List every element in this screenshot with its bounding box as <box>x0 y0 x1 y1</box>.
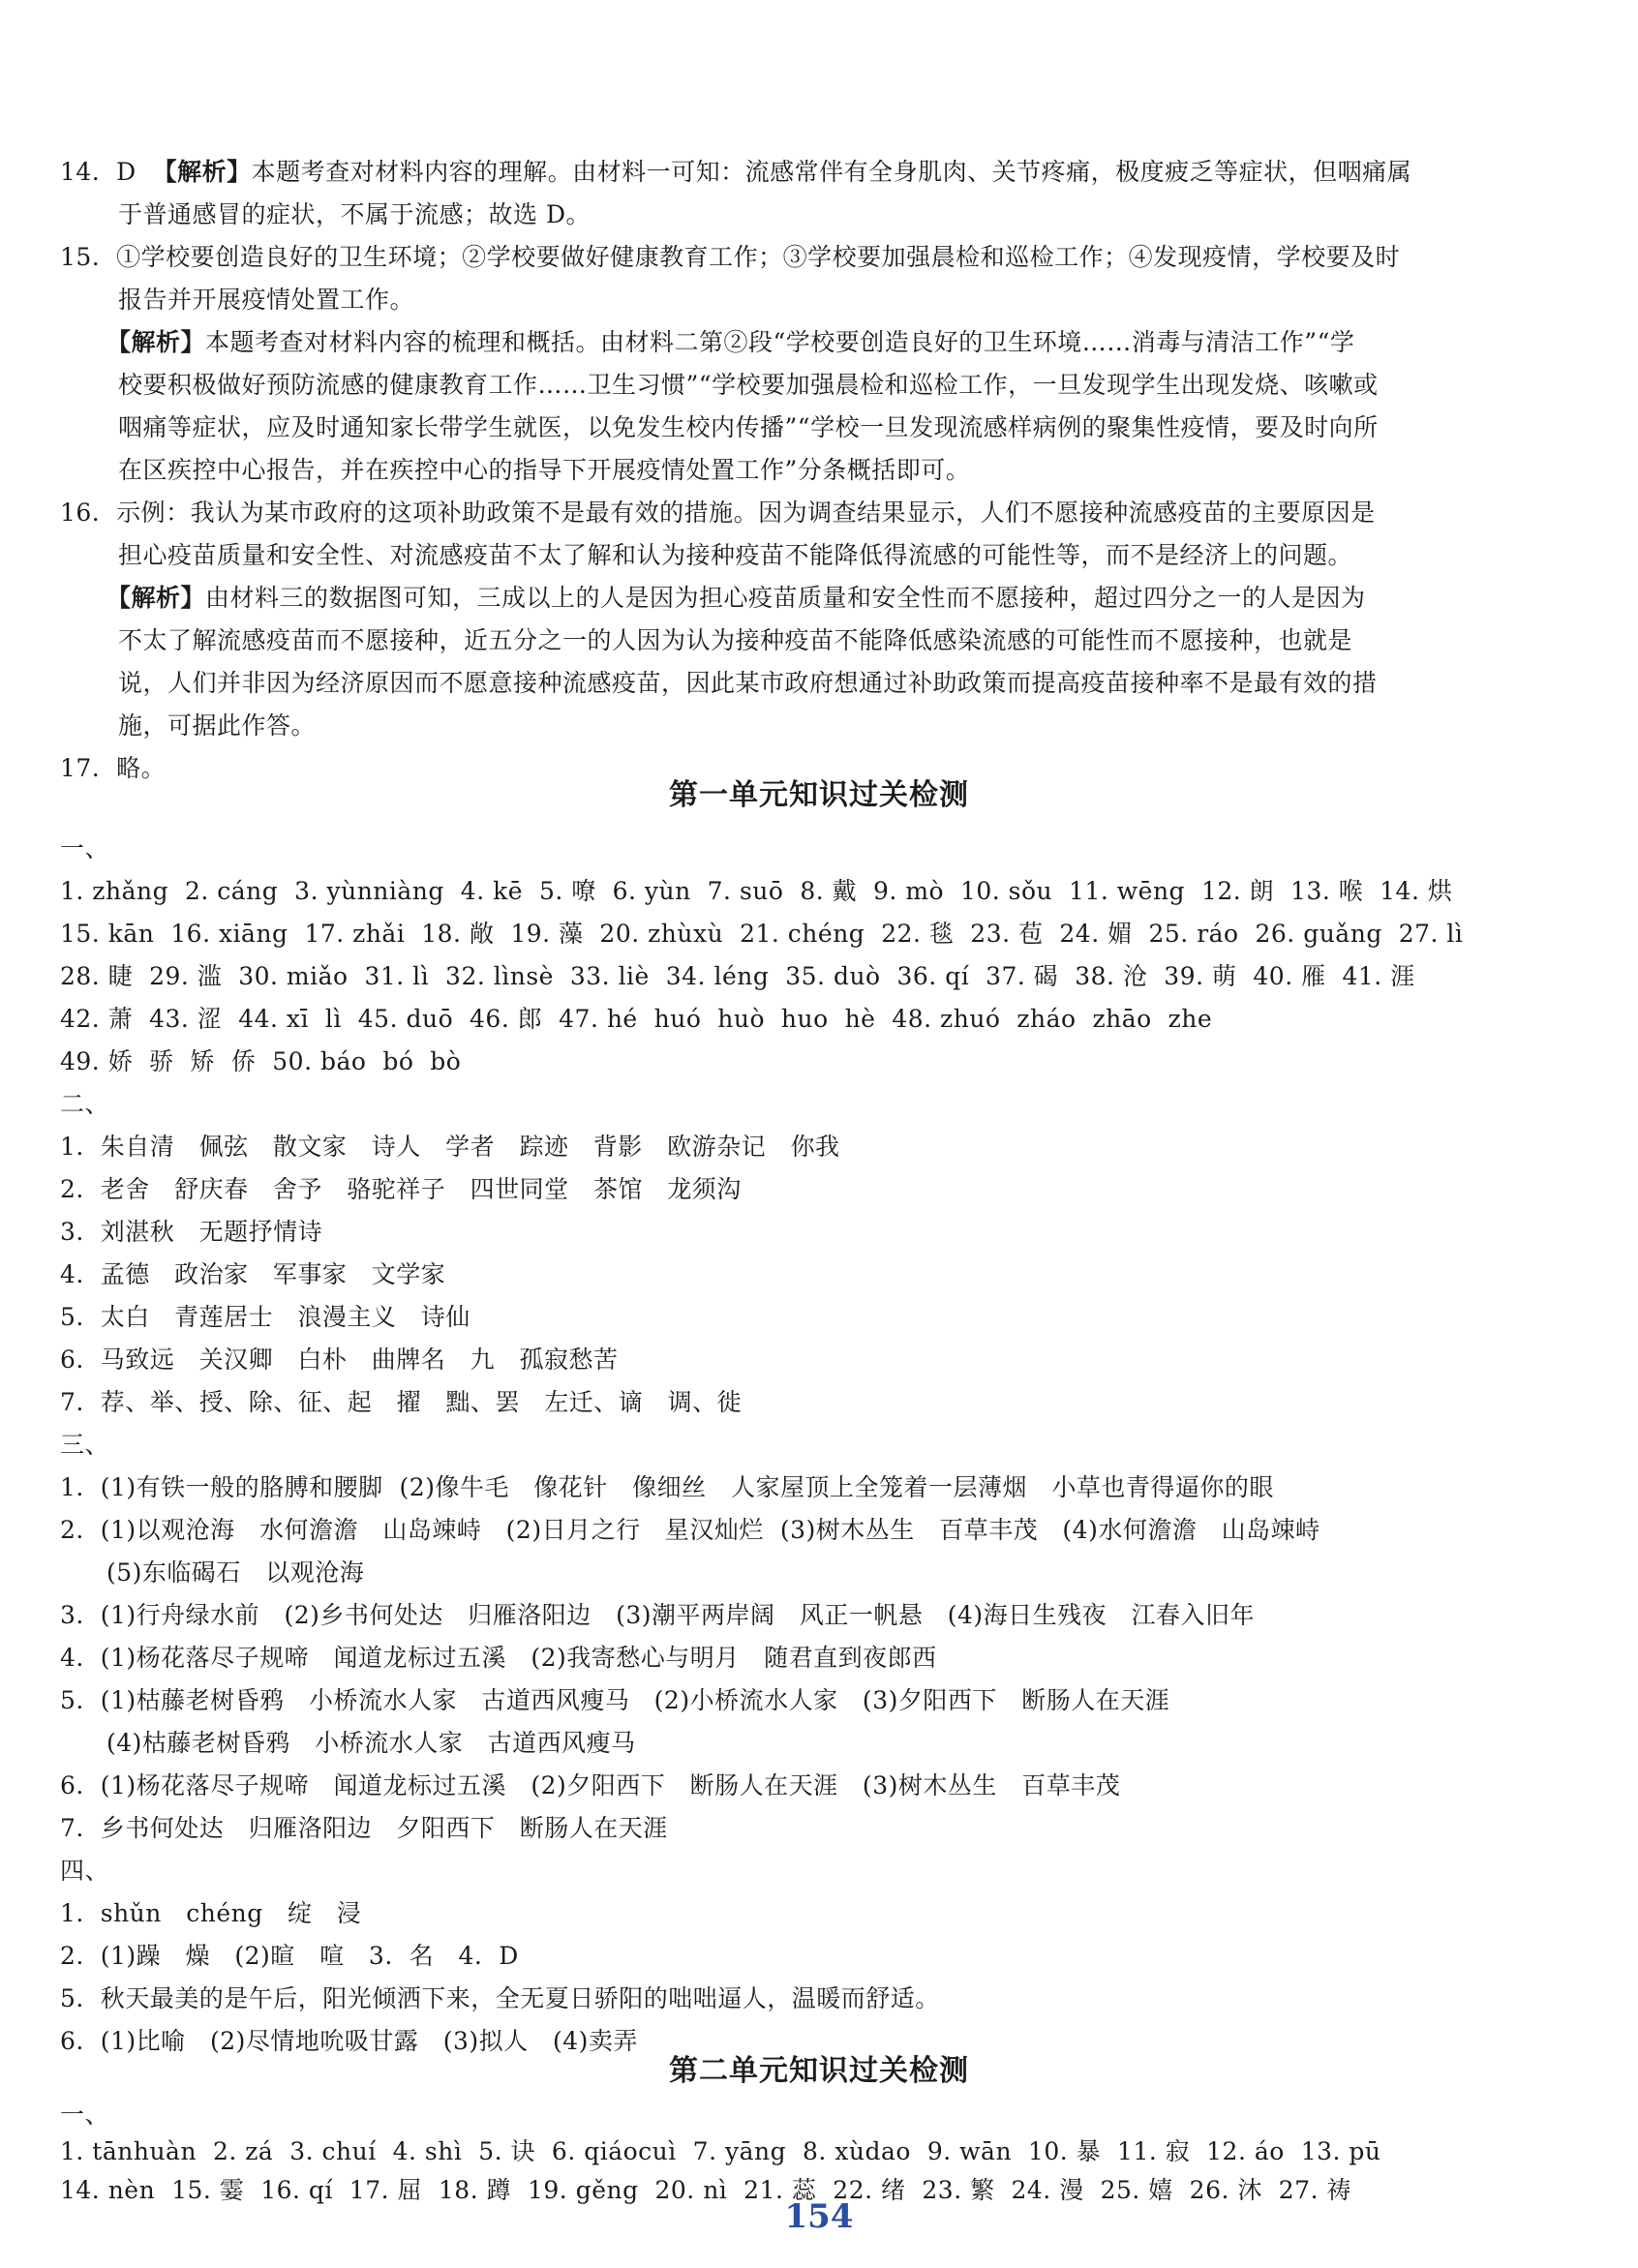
answer-line: 2. (1)躁 燥 (2)暄 喧 3. 名 4. D <box>60 1942 519 1970</box>
analysis-label: 【解析】 <box>106 584 206 612</box>
analysis-label: 【解析】 <box>152 158 252 186</box>
answer-line: 14. D 【解析】本题考查对材料内容的理解。由材料一可知：流感常伴有全身肌肉、关节疼痛，极度疲乏等症状，但咽痛属 <box>60 158 1412 186</box>
answer-line: 28. 睫 29. 滥 30. miǎo 31. lì 32. lìnsè 33. liè 34. léng 35. duò 36. qí 37. 碣 38. 沧 39. 萌 40. 雁 41. 涯 <box>60 962 1415 990</box>
answer-line: 2. (1)以观沧海 水何澹澹 山岛竦峙 (2)日月之行 星汉灿烂 (3)树木丛生 百草丰茂 (4)水何澹澹 山岛竦峙 <box>60 1516 1320 1544</box>
answer-line: 4. 孟德 政治家 军事家 文学家 <box>60 1260 446 1288</box>
answer-line: 三、 <box>60 1431 110 1459</box>
answer-line: 6. (1)比喻 (2)尽情地吮吸甘露 (3)拟人 (4)卖弄 <box>60 2027 638 2055</box>
answer-line: 1. 朱自清 佩弦 散文家 诗人 学者 踪迹 背影 欧游杂记 你我 <box>60 1133 840 1161</box>
answer-line: 一、 <box>60 2101 110 2129</box>
answer-line: 3. 刘湛秋 无题抒情诗 <box>60 1218 323 1246</box>
answer-line: 【解析】本题考查对材料内容的梳理和概括。由材料二第②段“学校要创造良好的卫生环境……消毒与清洁工作”“学 <box>106 328 1355 356</box>
answer-line: 6. (1)杨花落尽子规啼 闻道龙标过五溪 (2)夕阳西下 断肠人在天涯 (3)树木丛生 百草丰茂 <box>60 1771 1121 1799</box>
answer-line: 15. ①学校要创造良好的卫生环境；②学校要做好健康教育工作；③学校要加强晨检和巡检工作；④发现疫情，学校要及时 <box>60 243 1401 271</box>
answer-line: 于普通感冒的症状，不属于流感；故选 D。 <box>118 200 591 228</box>
answer-line: 17. 略。 <box>60 754 167 782</box>
section-heading-unit-2: 第二单元知识过关检测 <box>669 2054 969 2088</box>
answer-line: 报告并开展疫情处置工作。 <box>118 286 415 314</box>
answer-line: 15. kān 16. xiāng 17. zhǎi 18. 敞 19. 藻 20. zhùxù 21. chéng 22. 毯 23. 苞 24. 媚 25. ráo 26. guǎng 27. lì <box>60 920 1464 948</box>
answer-line: 1. zhǎng 2. cáng 3. yùnniàng 4. kē 5. 嘹 6. yùn 7. suō 8. 戴 9. mò 10. sǒu 11. wēng 12. 朗 13. 喉 14. 烘 <box>60 877 1453 905</box>
answer-line: (4)枯藤老树昏鸦 小桥流水人家 古道西风瘦马 <box>106 1729 636 1757</box>
answer-line: 在区疾控中心报告，并在疾控中心的指导下开展疫情处置工作”分条概括即可。 <box>118 456 971 484</box>
answer-line: 2. 老舍 舒庆春 舍予 骆驼祥子 四世同堂 茶馆 龙须沟 <box>60 1175 742 1203</box>
answer-line: 四、 <box>60 1857 110 1885</box>
answer-line: 1. (1)有铁一般的胳膊和腰脚 (2)像牛毛 像花针 像细丝 人家屋顶上全笼着一层薄烟 小草也青得逼你的眼 <box>60 1473 1274 1501</box>
answer-line: 1. tānhuàn 2. zá 3. chuí 4. shì 5. 诀 6. qiáocuì 7. yāng 8. xùdao 9. wān 10. 暴 11. 寂 12. áo 13. pū <box>60 2137 1381 2165</box>
answer-line: 14. nèn 15. 霎 16. qí 17. 屈 18. 蹲 19. gěng 20. nì 21. 蕊 22. 绪 23. 繁 24. 漫 25. 嬉 26. 沐 27. 祷 <box>60 2176 1351 2204</box>
answer-line: 3. (1)行舟绿水前 (2)乡书何处达 归雁洛阳边 (3)潮平两岸阔 风正一帆悬 (4)海日生残夜 江春入旧年 <box>60 1601 1255 1629</box>
answer-line: 说，人们并非因为经济原因而不愿意接种流感疫苗，因此某市政府想通过补助政策而提高疫苗接种率不是最有效的措 <box>118 669 1378 697</box>
answer-line: 49. 娇 骄 矫 侨 50. báo bó bò <box>60 1047 462 1075</box>
answer-line: 【解析】由材料三的数据图可知，三成以上的人是因为担心疫苗质量和安全性而不愿接种，超过四分之一的人是因为 <box>106 584 1366 612</box>
answer-line: 咽痛等症状，应及时通知家长带学生就医，以免发生校内传播”“学校一旦发现流感样病例的聚集性疫情，要及时向所 <box>118 413 1379 441</box>
answer-line: 1. shǔn chéng 绽 浸 <box>60 1899 362 1927</box>
answer-line: 校要积极做好预防流感的健康教育工作……卫生习惯”“学校要加强晨检和巡检工作，一旦发现学生出现发烧、咳嗽或 <box>118 371 1379 399</box>
answer-line: 7. 荐、举、授、除、征、起 擢 黜、罢 左迁、谪 调、徙 <box>60 1388 743 1416</box>
answer-line: 4. (1)杨花落尽子规啼 闻道龙标过五溪 (2)我寄愁心与明月 随君直到夜郎西 <box>60 1644 937 1672</box>
answer-line: 7. 乡书何处达 归雁洛阳边 夕阳西下 断肠人在天涯 <box>60 1814 668 1842</box>
answer-line: 担心疫苗质量和安全性、对流感疫苗不太了解和认为接种疫苗不能降低得流感的可能性等，而不是经济上的问题。 <box>118 541 1353 569</box>
answer-line: 不太了解流感疫苗而不愿接种，近五分之一的人因为认为接种疫苗不能降低感染流感的可能性而不愿接种，也就是 <box>118 626 1353 654</box>
answer-line: 5. (1)枯藤老树昏鸦 小桥流水人家 古道西风瘦马 (2)小桥流水人家 (3)夕阳西下 断肠人在天涯 <box>60 1686 1170 1714</box>
answer-line: 5. 秋天最美的是午后，阳光倾洒下来，全无夏日骄阳的咄咄逼人，温暖而舒适。 <box>60 1984 940 2012</box>
page-number: 154 <box>784 2197 854 2236</box>
answer-line: 施，可据此作答。 <box>118 711 317 740</box>
answer-line: 二、 <box>60 1090 110 1118</box>
answer-line: 6. 马致远 关汉卿 白朴 曲牌名 九 孤寂愁苦 <box>60 1346 619 1374</box>
answer-line: (5)东临碣石 以观沧海 <box>106 1558 365 1587</box>
analysis-label: 【解析】 <box>106 328 206 356</box>
answer-line: 42. 萧 43. 涩 44. xī lì 45. duō 46. 郎 47. hé huó huò huo hè 48. zhuó zháo zhāo zhe <box>60 1005 1213 1033</box>
section-heading-unit-1: 第一单元知识过关检测 <box>669 778 969 812</box>
answer-line: 5. 太白 青莲居士 浪漫主义 诗仙 <box>60 1303 470 1331</box>
answer-line: 16. 示例：我认为某市政府的这项补助政策不是最有效的措施。因为调查结果显示，人们不愿接种流感疫苗的主要原因是 <box>60 499 1376 527</box>
answer-line: 一、 <box>60 834 110 862</box>
